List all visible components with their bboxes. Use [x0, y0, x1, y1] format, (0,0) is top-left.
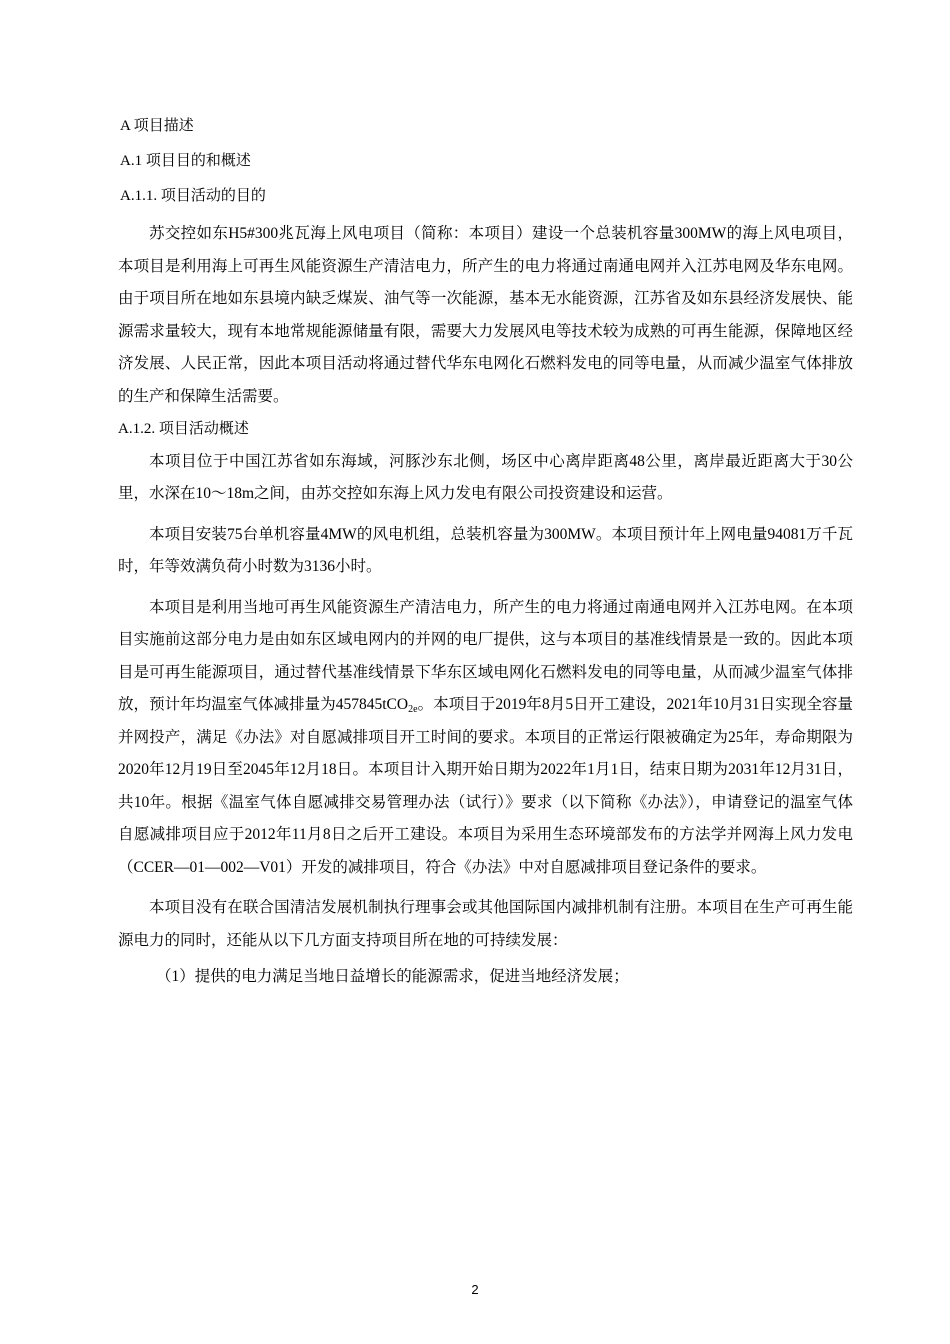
co2e-subscript: 2e — [408, 704, 418, 715]
paragraph-registration: 本项目没有在联合国清洁发展机制执行理事会或其他国际国内减排机制有注册。本项目在生产可再生能源电力的同时，还能从以下几方面支持项目所在地的可持续发展： — [118, 899, 853, 949]
document-body — [118, 218, 853, 994]
heading-a12: A.1.2. 项目活动概述 — [118, 421, 249, 437]
paragraph-baseline — [118, 592, 853, 885]
paragraph-purpose: 苏交控如东H5#300兆瓦海上风电项目（简称：本项目）建设一个总装机容量300MW的海上风电项目，本项目是利用海上可再生风能资源生产清洁电力，所产生的电力将通过南通电网并入江苏电网及华东电网。由于项目所在地如东县境内缺乏煤炭、油气等一次能源，基本无水能资源，江苏省及如东县经济发展快、能源需求量较大，现有本地常规能源储量有限，需要大力发展风电等技术较为成熟的可再生能源，保障地区经济发展、人民正常，因此本项目活动将通过替代华东电网化石燃料发电的同等电量，从而减少温室气体排放的生产和保障生活需要。 — [118, 225, 853, 405]
paragraph-location: 本项目位于中国江苏省如东海域，河豚沙东北侧，场区中心离岸距离48公里，离岸最近距离大于30公里，水深在10～18m之间，由苏交控如东海上风力发电有限公司投资建设和运营。 — [118, 452, 853, 502]
page-number: 2 — [471, 1282, 479, 1297]
list-item-1: （1）提供的电力满足当地日益增长的能源需求，促进当地经济发展； — [156, 968, 629, 985]
heading-a: A 项目描述 — [120, 118, 194, 134]
baseline-text-post: 。本项目于2019年8月5日开工建设，2021年10月31日实现全容量并网投产，满足《办法》对自愿减排项目开工时间的要求。本项目的正常运行限被确定为25年，寿命期限为2020年12月19日至2045年12月18日。本项目计入期开始日期为2022年1月1日，结束日期为2031年12月31日，共10年。根据《温室气体自愿减排交易管理办法（试行）》要求（以下简称《办法》），申请登记的温室气体自愿减排项目应于2012年11月8日之后开工建设。本项目为采用生态环境部发布的方法学并网海上风力发电（CCER—01—002—V01）开发的减排项目，符合《办法》中对自愿减排项目登记条件的要求。 — [118, 696, 853, 876]
baseline-text-pre: 本项目是利用当地可再生风能资源生产清洁电力，所产生的电力将通过南通电网并入江苏电网。在本项目实施前这部分电力是由如东区域电网内的并网的电厂提供，这与本项目的基准线情景是一致的。因此本项目是可再生能源项目，通过替代基准线情景下华东区域电网化石燃料发电的同等电量，从而减少温室气体排放，预计年均温室气体减排量为457845tCO — [118, 598, 853, 713]
heading-a11: A.1.1. 项目活动的目的 — [120, 188, 266, 204]
heading-a1: A.1 项目目的和概述 — [120, 153, 251, 169]
paragraph-capacity: 本项目安装75台单机容量4MW的风电机组，总装机容量为300MW。本项目预计年上网电量94081万千瓦时，年等效满负荷小时数为3136小时。 — [118, 525, 853, 575]
